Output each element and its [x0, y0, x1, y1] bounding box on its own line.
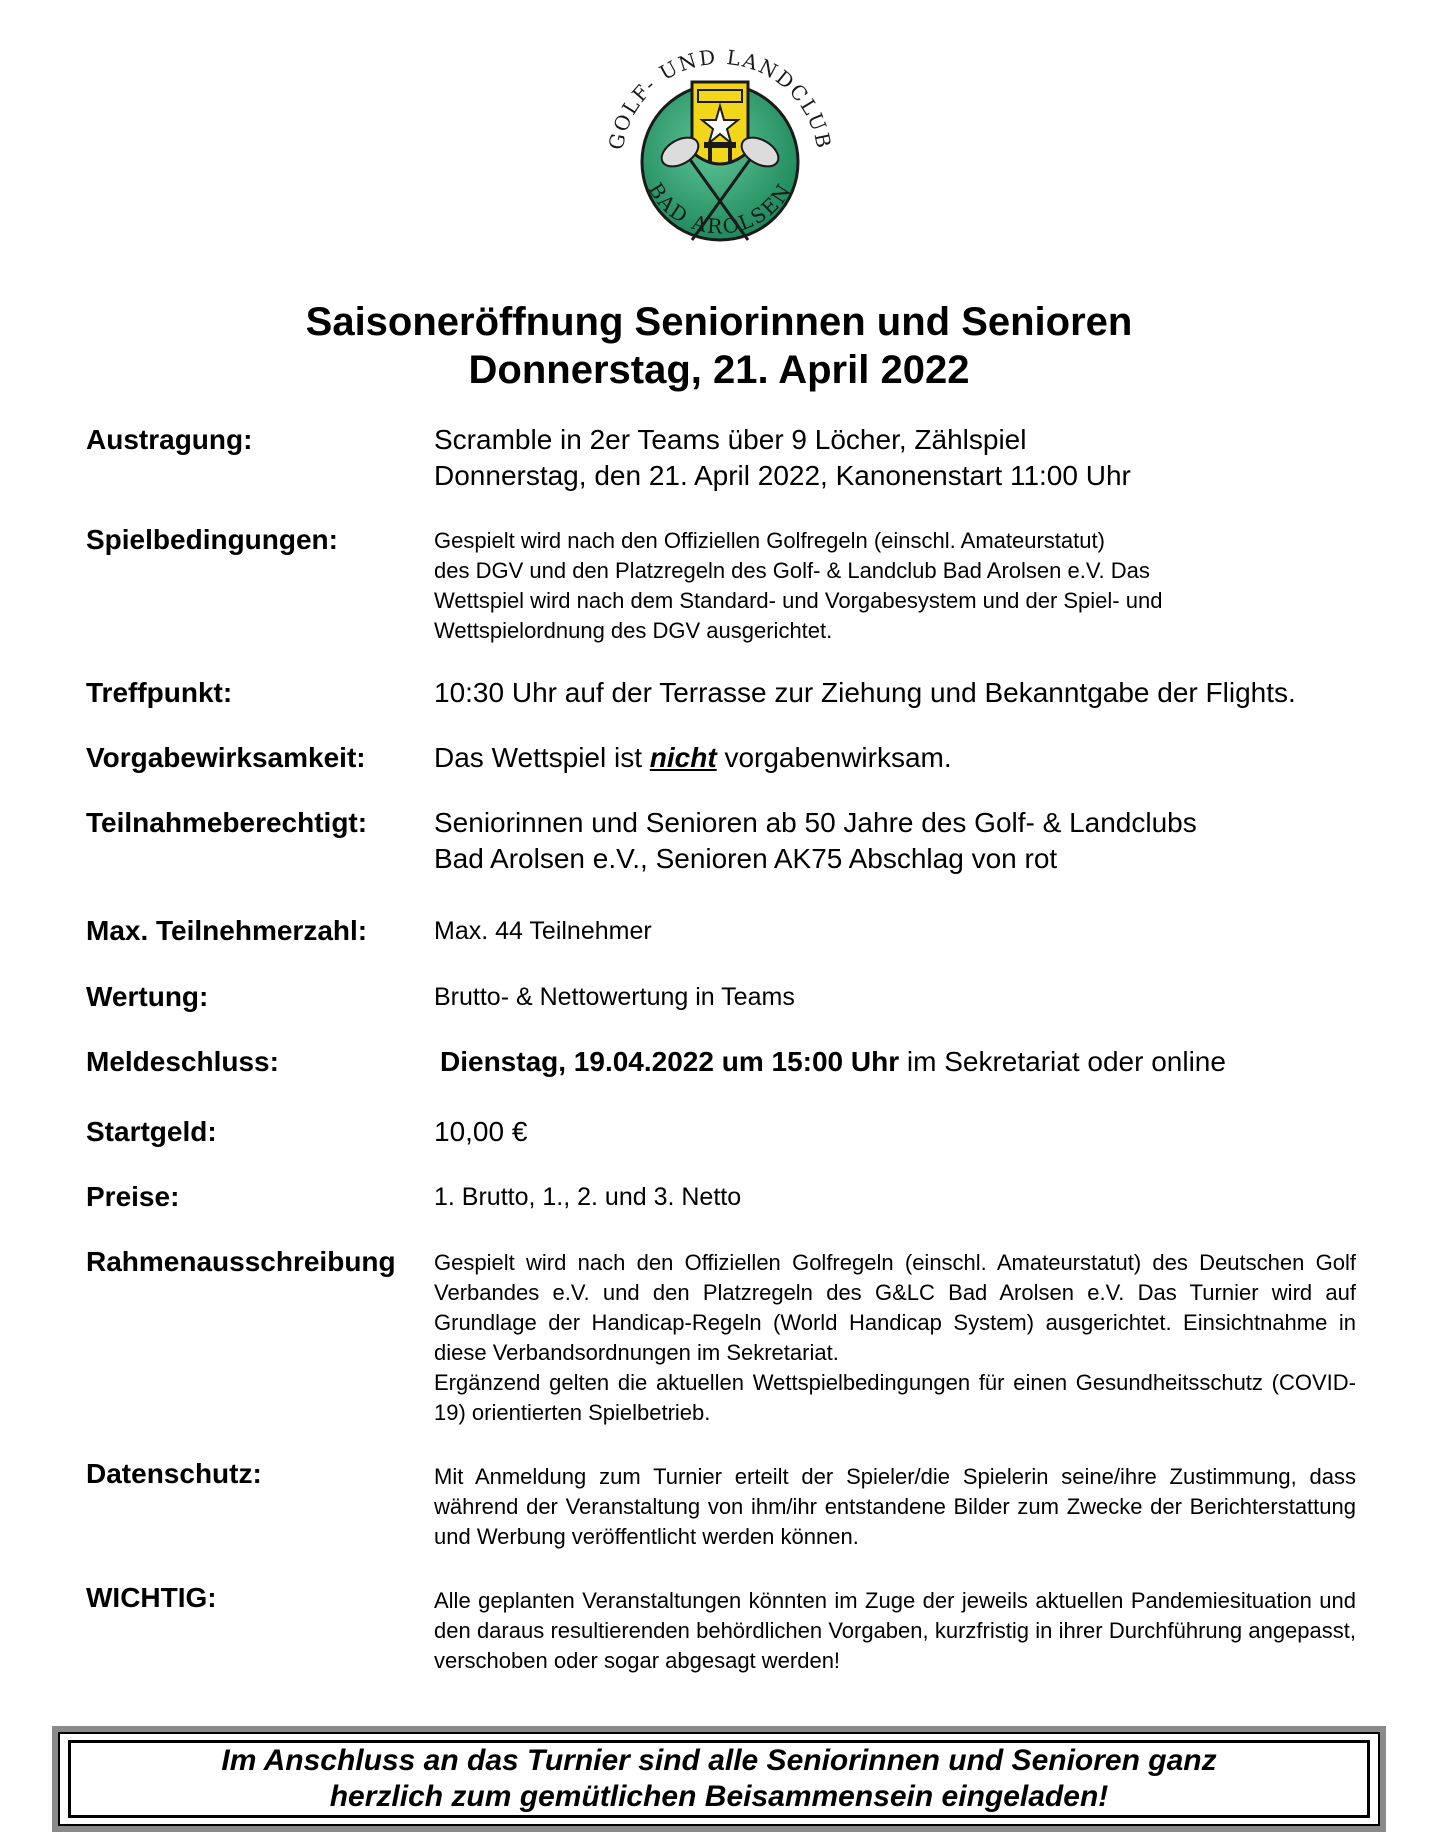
- meldeschluss-deadline: Dienstag, 19.04.2022 um 15:00 Uhr: [440, 1046, 900, 1077]
- section-datenschutz: [86, 1456, 1356, 1556]
- label-austragung: Austragung:: [86, 424, 253, 455]
- vorgabe-after: vorgabenwirksam.: [716, 742, 952, 773]
- section-teilnahmeberechtigt: [86, 805, 1356, 881]
- value-rahmenausschreibung: [434, 1248, 1356, 1428]
- section-preise: [86, 1179, 1356, 1219]
- teilnahme-line2: Bad Arolsen e.V., Senioren AK75 Abschlag von rot: [434, 843, 1058, 874]
- label-wertung: Wertung:: [86, 981, 209, 1012]
- section-austragung: [86, 422, 1356, 498]
- section-max-teilnehmer: [86, 913, 1356, 953]
- label-datenschutz: Datenschutz:: [86, 1458, 262, 1489]
- value-max-teilnehmer: Max. 44 Teilnehmer: [434, 917, 652, 945]
- page-subtitle: Donnerstag, 21. April 2022: [468, 348, 970, 392]
- footer-line2: herzlich zum gemütlichen Beisammensein eingeladen!: [329, 1780, 1109, 1813]
- rahmen-para2: Ergänzend gelten die aktuellen Wettspielbedingungen für einen Gesundheitsschutz (COVID-19) orientierten Spielbetrieb.: [434, 1370, 1356, 1425]
- logo-arc-bottom: BAD AROLSEN: [643, 178, 797, 239]
- vorgabe-emphasis: nicht: [649, 742, 717, 773]
- value-startgeld: 10,00 €: [434, 1116, 528, 1147]
- value-wertung: Brutto- & Nettowertung in Teams: [434, 983, 795, 1011]
- austragung-line1: Scramble in 2er Teams über 9 Löcher, Zählspiel: [434, 424, 1027, 455]
- label-treffpunkt: Treffpunkt:: [86, 677, 233, 708]
- spielbedingungen-line4: Wettspielordnung des DGV ausgerichtet.: [434, 618, 833, 643]
- label-meldeschluss: Meldeschluss:: [86, 1046, 279, 1077]
- value-vorgabewirksamkeit: [434, 740, 1356, 776]
- value-spielbedingungen: [434, 526, 1356, 646]
- logo-arc-top: GOLF- UND LANDCLUB: [603, 44, 837, 152]
- wichtig-text: Alle geplanten Veranstaltungen könnten im Zuge der jeweils aktuellen Pandemiesituation und den daraus resultierenden behördlichen Vorgaben, kurzfristig in ihrer Durchführung angepasst, verschoben oder sogar abgesagt werden!: [434, 1588, 1356, 1673]
- spielbedingungen-line1: Gespielt wird nach den Offiziellen Golfregeln (einschl. Amateurstatut): [434, 528, 1105, 553]
- value-wichtig: [434, 1586, 1356, 1676]
- label-startgeld: Startgeld:: [86, 1116, 217, 1147]
- datenschutz-text: Mit Anmeldung zum Turnier erteilt der Spieler/die Spielerin seine/ihre Zustimmung, dass während der Veranstaltung von ihm/ihr entstandene Bilder zum Zwecke der Berichterstattung und Werbung veröffentlicht werden können.: [434, 1464, 1356, 1549]
- label-wichtig: WICHTIG:: [86, 1582, 217, 1613]
- label-rahmenausschreibung: Rahmenausschreibung: [86, 1246, 396, 1277]
- label-teilnahmeberechtigt: Teilnahmeberechtigt:: [86, 807, 368, 838]
- section-meldeschluss: [86, 1044, 1356, 1084]
- page-title: Saisoneröffnung Seniorinnen und Senioren: [305, 300, 1133, 344]
- footer-line1: Im Anschluss an das Turnier sind alle Seniorinnen und Senioren ganz: [221, 1744, 1217, 1777]
- section-treffpunkt: [86, 675, 1356, 715]
- value-treffpunkt: 10:30 Uhr auf der Terrasse zur Ziehung und Bekanntgabe der Flights.: [434, 677, 1296, 708]
- section-rahmenausschreibung: [86, 1244, 1356, 1424]
- label-vorgabewirksamkeit: Vorgabewirksamkeit:: [86, 742, 366, 773]
- value-meldeschluss: [440, 1044, 1362, 1080]
- section-wichtig: [86, 1580, 1356, 1680]
- section-startgeld: [86, 1114, 1356, 1154]
- section-spielbedingungen: [86, 522, 1356, 646]
- value-austragung: [434, 422, 1356, 494]
- value-datenschutz: [434, 1462, 1356, 1552]
- vorgabe-before: Das Wettspiel ist: [434, 742, 650, 773]
- footer-invitation-box: [58, 1732, 1380, 1826]
- value-teilnahmeberechtigt: [434, 805, 1356, 877]
- label-max-teilnehmer: Max. Teilnehmerzahl:: [86, 915, 368, 946]
- rahmen-para1: Gespielt wird nach den Offiziellen Golfregeln (einschl. Amateurstatut) des Deutschen Golf Verbandes e.V. und den Platzregeln des G&LC Bad Arolsen e.V. Das Turnier wird auf Grundlage der Handicap-Regeln (World Handicap System) ausgerichtet. Einsichtnahme in diese Verbandsordnungen im Sekretariat.: [434, 1250, 1356, 1365]
- club-logo: [600, 42, 840, 282]
- section-wertung: [86, 979, 1356, 1019]
- label-spielbedingungen: Spielbedingungen:: [86, 524, 338, 555]
- label-preise: Preise:: [86, 1181, 180, 1212]
- spielbedingungen-line2: des DGV und den Platzregeln des Golf- & Landclub Bad Arolsen e.V. Das: [434, 558, 1150, 583]
- austragung-line2: Donnerstag, den 21. April 2022, Kanonenstart 11:00 Uhr: [434, 460, 1131, 491]
- footer-inner-frame: [68, 1740, 1370, 1818]
- teilnahme-line1: Seniorinnen und Senioren ab 50 Jahre des Golf- & Landclubs: [434, 807, 1197, 838]
- section-vorgabewirksamkeit: [86, 740, 1356, 780]
- meldeschluss-rest: im Sekretariat oder online: [899, 1046, 1226, 1077]
- spielbedingungen-line3: Wettspiel wird nach dem Standard- und Vorgabesystem und der Spiel- und: [434, 588, 1163, 613]
- value-preise: 1. Brutto, 1., 2. und 3. Netto: [434, 1183, 742, 1211]
